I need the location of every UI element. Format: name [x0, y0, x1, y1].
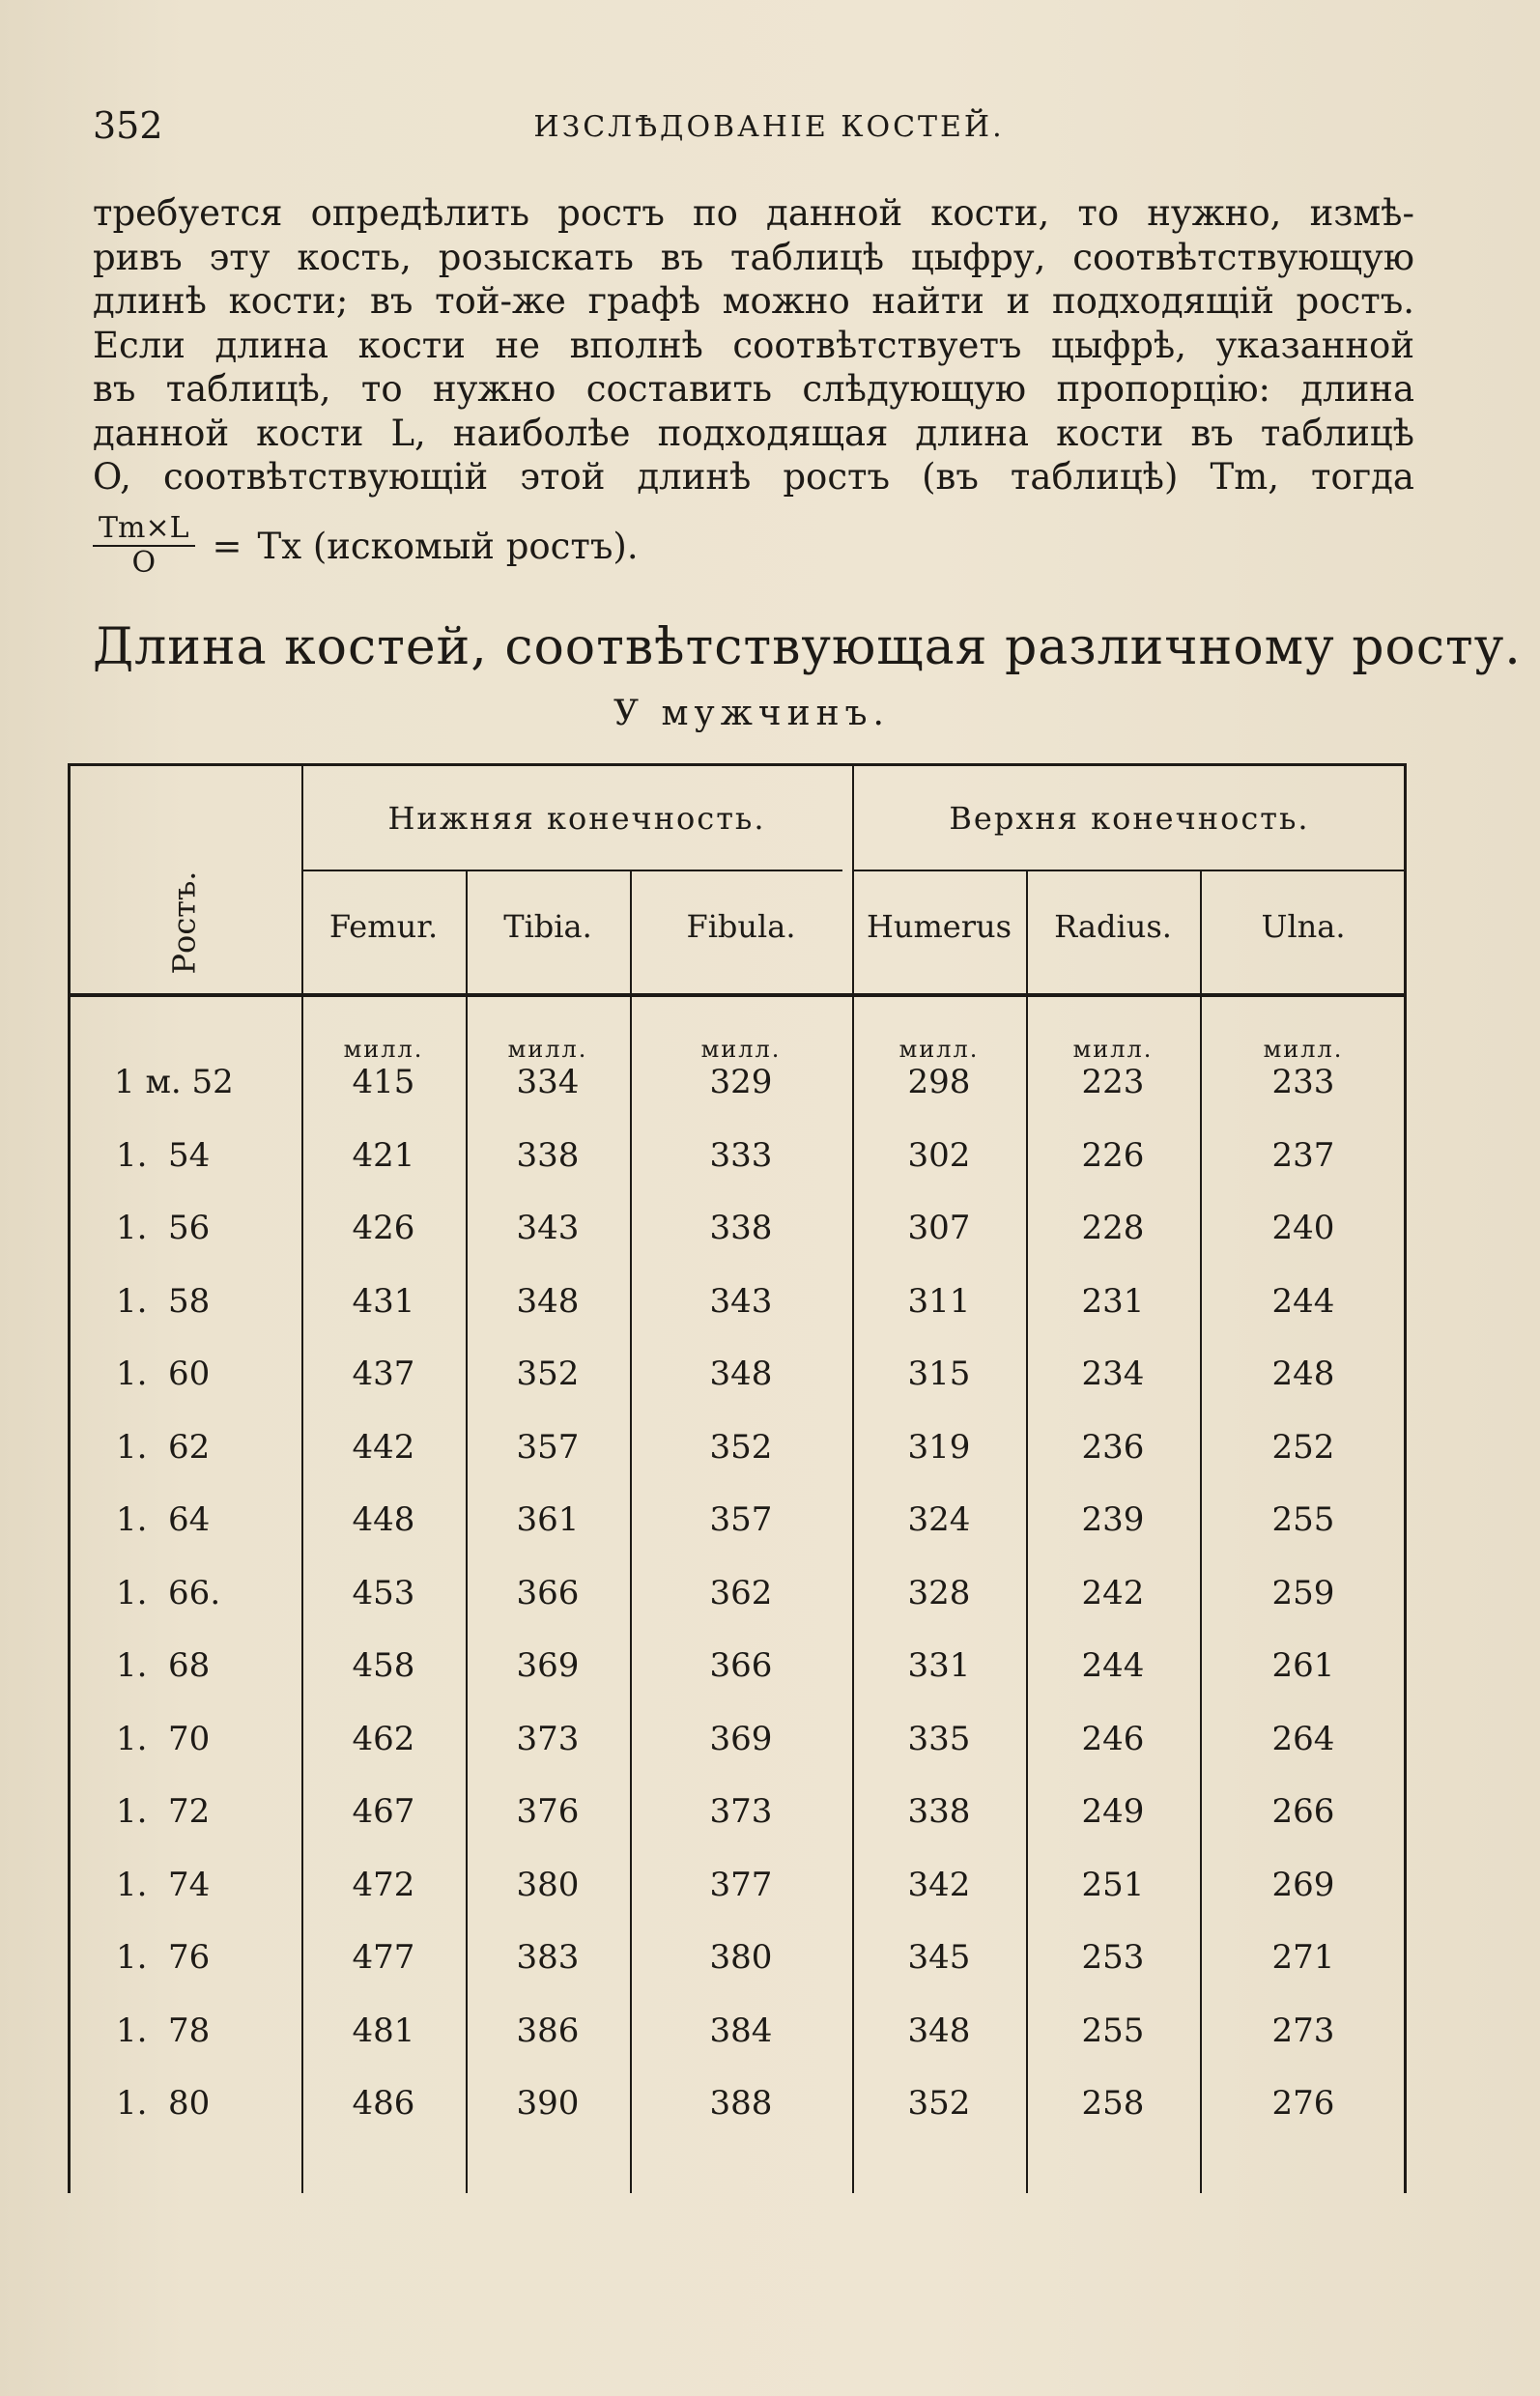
table-cell: 352	[516, 1355, 580, 1393]
bone-length-table	[68, 763, 1407, 2193]
table-cell: 237	[1271, 1135, 1335, 1175]
table-cell: 307	[907, 1209, 971, 1247]
table-cell: 334	[516, 1063, 580, 1101]
table-cell: 352	[907, 2084, 971, 2123]
row-rost-label: 1. 64	[116, 1500, 211, 1539]
table-cell: 242	[1081, 1573, 1145, 1612]
rost-column-header	[68, 831, 299, 1014]
table-cell: 240	[1271, 1209, 1335, 1247]
row-rost-label: 1. 58	[116, 1281, 211, 1321]
table-cell: 255	[1081, 2011, 1145, 2050]
table-cell: 472	[352, 1865, 415, 1904]
table-cell: 361	[516, 1500, 580, 1539]
table-cell: 357	[516, 1427, 580, 1467]
row-rost-label: 1. 76	[116, 1938, 211, 1977]
column-header: Humerus	[866, 908, 1012, 945]
table-cell: 249	[1081, 1792, 1145, 1831]
table-cell: 373	[709, 1792, 773, 1831]
table-cell: 477	[352, 1938, 415, 1977]
table-cell: 376	[516, 1792, 580, 1831]
table-cell: 453	[352, 1573, 415, 1612]
unit-label: милл.	[898, 1036, 980, 1063]
table-cell: 357	[709, 1500, 773, 1539]
table-cell: 421	[352, 1135, 415, 1175]
table-cell: 415	[352, 1063, 415, 1101]
table-cell: 467	[352, 1792, 415, 1831]
table-cell: 333	[709, 1135, 773, 1175]
table-cell: 335	[907, 1719, 971, 1758]
table-cell: 228	[1081, 1209, 1145, 1247]
table-cell: 233	[1271, 1063, 1335, 1101]
body-line: требуется опредѣлить ростъ по данной кости, то нужно, измѣ-	[93, 192, 1414, 234]
table-cell: 248	[1271, 1355, 1335, 1393]
table-cell: 271	[1271, 1938, 1335, 1977]
table-cell: 311	[907, 1281, 971, 1321]
table-cell: 264	[1271, 1719, 1335, 1758]
table-cell: 442	[352, 1427, 415, 1467]
row-rost-label: 1 м. 52	[114, 1063, 234, 1101]
table-cell: 369	[516, 1646, 580, 1685]
formula-equals: =	[212, 525, 242, 567]
table-cell: 342	[907, 1865, 971, 1904]
group-header-upper-limb: Верхня конечность.	[949, 800, 1310, 837]
formula	[93, 502, 639, 589]
table-cell: 266	[1271, 1792, 1335, 1831]
table-cell: 384	[709, 2011, 773, 2050]
body-line: ривъ эту кость, розыскать въ таблицѣ цыфру, соотвѣтствующую	[93, 236, 1414, 278]
page-number: 352	[93, 104, 163, 147]
table-cell: 328	[907, 1573, 971, 1612]
running-title: ИЗСЛѢДОВАНІЕ КОСТЕЙ.	[533, 110, 1005, 144]
row-rost-label: 1. 70	[116, 1719, 211, 1758]
table-cell: 269	[1271, 1865, 1335, 1904]
row-rost-label: 1. 66.	[116, 1573, 221, 1612]
table-cell: 431	[352, 1281, 415, 1321]
table-cell: 388	[709, 2084, 773, 2123]
table-cell: 373	[516, 1719, 580, 1758]
row-rost-label: 1. 56	[116, 1209, 211, 1247]
table-cell: 348	[709, 1355, 773, 1393]
table-cell: 369	[709, 1719, 773, 1758]
column-header: Femur.	[328, 908, 439, 945]
table-cell: 331	[907, 1646, 971, 1685]
group-underline-lower	[301, 870, 842, 871]
unit-label: милл.	[507, 1036, 588, 1063]
row-rost-label: 1. 72	[116, 1792, 211, 1831]
table-cell: 377	[709, 1865, 773, 1904]
table-cell: 338	[516, 1135, 580, 1175]
table-cell: 244	[1081, 1646, 1145, 1685]
table-cell: 458	[352, 1646, 415, 1685]
table-cell: 426	[352, 1209, 415, 1247]
row-rost-label: 1. 60	[116, 1355, 211, 1393]
table-cell: 386	[516, 2011, 580, 2050]
group-underline-upper	[852, 870, 1407, 871]
table-cell: 338	[709, 1209, 773, 1247]
body-line: Если длина кости не вполнѣ соотвѣтствуетъ цыфрѣ, указанной	[93, 324, 1414, 366]
table-cell: 324	[907, 1500, 971, 1539]
table-cell: 343	[516, 1209, 580, 1247]
table-cell: 255	[1271, 1500, 1335, 1539]
unit-label: милл.	[1072, 1036, 1154, 1063]
body-line: O, соотвѣтствующій этой длинѣ ростъ (въ таблицѣ) Tm, тогда	[93, 456, 1414, 498]
table-cell: 223	[1081, 1063, 1145, 1101]
table-cell: 380	[516, 1865, 580, 1904]
table-cell: 259	[1271, 1573, 1335, 1612]
table-cell: 366	[709, 1646, 773, 1685]
table-cell: 244	[1271, 1281, 1335, 1321]
table-cell: 390	[516, 2084, 580, 2123]
table-cell: 448	[352, 1500, 415, 1539]
table-cell: 261	[1271, 1646, 1335, 1685]
body-paragraph	[93, 191, 1414, 499]
table-heading: Длина костей, соотвѣтствующая различному росту.	[93, 618, 1522, 676]
table-top-rule	[68, 763, 1407, 766]
column-divider	[852, 763, 854, 2193]
table-cell: 276	[1271, 2084, 1335, 2123]
table-cell: 338	[907, 1792, 971, 1831]
table-cell: 319	[907, 1427, 971, 1467]
formula-numerator: Tm×L	[93, 512, 195, 547]
table-cell: 352	[709, 1427, 773, 1467]
body-line: данной кости L, наиболѣе подходящая длина кости въ таблицѣ	[93, 412, 1414, 454]
table-right-rule	[1404, 763, 1407, 2193]
table-cell: 236	[1081, 1427, 1145, 1467]
row-rost-label: 1. 78	[116, 2011, 211, 2050]
page-header	[93, 104, 1445, 153]
table-cell: 315	[907, 1355, 971, 1393]
table-cell: 226	[1081, 1135, 1145, 1175]
body-line: длинѣ кости; въ той-же графѣ можно найти и подходящій ростъ.	[93, 280, 1414, 322]
table-cell: 380	[709, 1938, 773, 1977]
table-cell: 231	[1081, 1281, 1145, 1321]
unit-label: милл.	[343, 1036, 424, 1063]
row-rost-label: 1. 62	[116, 1427, 211, 1467]
body-line: въ таблицѣ, то нужно составить слѣдующую пропорцію: длина	[93, 368, 1414, 410]
table-cell: 251	[1081, 1865, 1145, 1904]
unit-label: милл.	[1263, 1036, 1344, 1063]
table-cell: 486	[352, 2084, 415, 2123]
table-cell: 383	[516, 1938, 580, 1977]
table-cell: 329	[709, 1063, 773, 1101]
rost-header-label: Ростъ.	[164, 870, 202, 975]
table-cell: 343	[709, 1281, 773, 1321]
table-cell: 437	[352, 1355, 415, 1393]
table-cell: 252	[1271, 1427, 1335, 1467]
table-cell: 302	[907, 1135, 971, 1175]
table-subheading: У мужчинъ.	[613, 694, 890, 733]
table-cell: 258	[1081, 2084, 1145, 2123]
table-cell: 345	[907, 1938, 971, 1977]
formula-result: Tx (искомый ростъ).	[257, 525, 639, 567]
column-header: Fibula.	[686, 908, 796, 945]
table-cell: 348	[907, 2011, 971, 2050]
row-rost-label: 1. 80	[116, 2084, 211, 2123]
table-cell: 253	[1081, 1938, 1145, 1977]
column-header: Ulna.	[1261, 908, 1346, 945]
group-header-lower-limb: Нижняя конечность.	[387, 800, 766, 837]
column-header: Radius.	[1054, 908, 1172, 945]
table-cell: 246	[1081, 1719, 1145, 1758]
table-cell: 481	[352, 2011, 415, 2050]
row-rost-label: 1. 74	[116, 1865, 211, 1904]
table-cell: 348	[516, 1281, 580, 1321]
table-cell: 462	[352, 1719, 415, 1758]
row-rost-label: 1. 68	[116, 1646, 211, 1685]
table-cell: 273	[1271, 2011, 1335, 2050]
unit-label: милл.	[700, 1036, 782, 1063]
formula-denominator: O	[131, 546, 157, 580]
table-cell: 298	[907, 1063, 971, 1101]
table-cell: 366	[516, 1573, 580, 1612]
table-cell: 234	[1081, 1355, 1145, 1393]
row-rost-label: 1. 54	[116, 1135, 211, 1175]
table-cell: 362	[709, 1573, 773, 1612]
column-divider	[301, 763, 303, 2193]
formula-fraction	[93, 512, 195, 580]
table-cell: 239	[1081, 1500, 1145, 1539]
column-header: Tibia.	[503, 908, 592, 945]
